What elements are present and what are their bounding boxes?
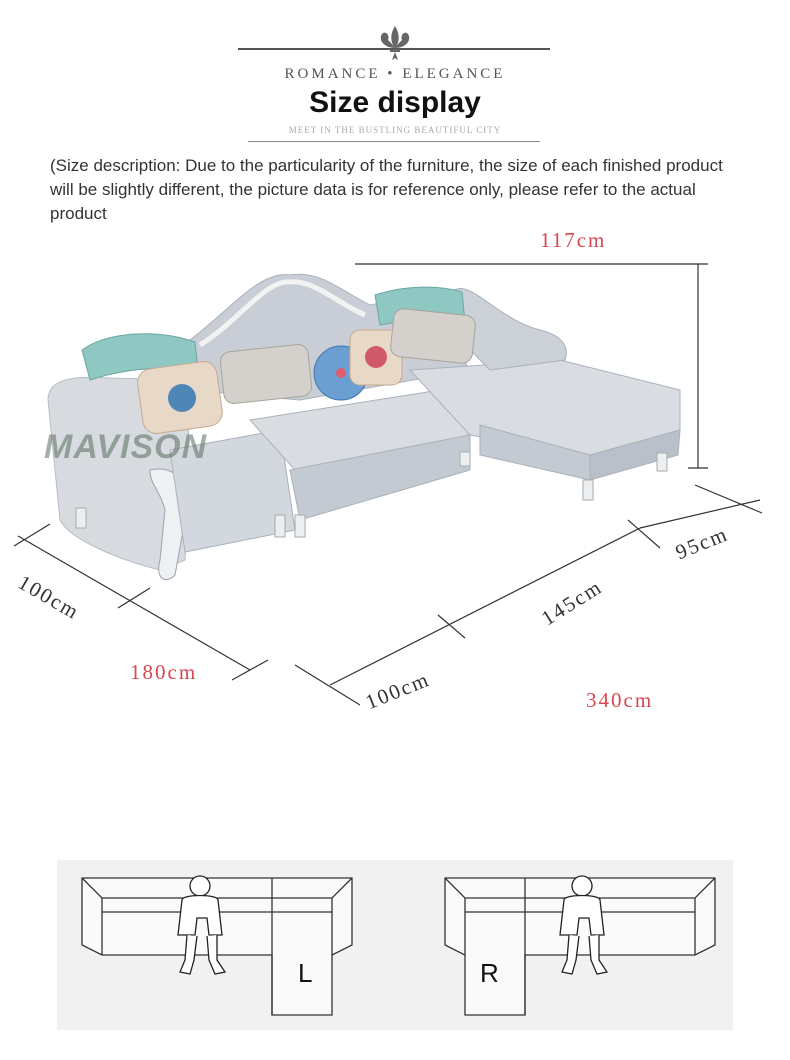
sofa-leg-6 [657,453,667,471]
sofa-leg-5 [583,480,593,500]
total-length-dimension-label: 340cm [586,688,654,712]
header-subtitle: MEET IN THE BUSTLING BEAUTIFUL CITY [288,125,502,135]
height-dimension-label: 117cm [540,228,607,252]
front-length-tick-left [295,665,360,705]
front-middle-dimension-label: 145cm [537,574,607,631]
fleur-de-lis-icon [370,24,420,64]
left-depth-tick-2 [118,588,150,608]
layout-right-label: R [480,958,499,988]
page-title: Size display [309,86,481,119]
pillow-tassel-right [390,308,477,364]
tagline-right: ELEGANCE [402,66,506,82]
layout-left-label: L [298,958,313,988]
pillow-floral-medallion-right [365,346,387,368]
sofa-leg-3 [295,515,305,537]
left-depth-dimension-label: 100cm [14,570,85,625]
header-tagline [0,66,790,83]
tagline-dot: • [387,66,396,82]
pillow-floral-medallion-left [168,384,196,412]
sofa-leg-4 [460,452,470,466]
tagline-left: ROMANCE [284,66,381,82]
layout-diagrams [57,860,733,1035]
sofa-diagram [0,230,790,720]
sofa-leg-2 [275,515,285,537]
header-bottom-rule [248,141,540,142]
pillow-tassel-left [220,344,313,405]
left-depth-tick-1 [14,524,50,546]
left-total-dimension-label: 180cm [130,660,198,684]
right-depth-dimension-label: 95cm [672,521,732,565]
chaise-depth-tick [695,485,762,513]
size-description: (Size description: Due to the particularity of the furniture, the size of each finished product will be slightly different, the picture data is for reference only, please refer to the actual product [50,156,723,223]
brand-watermark: MAVISON [44,428,208,466]
front-left-dimension-label: 100cm [362,666,434,715]
sofa-leg-1 [76,508,86,528]
pillow-round-center [336,368,346,378]
front-length-line [330,528,640,685]
